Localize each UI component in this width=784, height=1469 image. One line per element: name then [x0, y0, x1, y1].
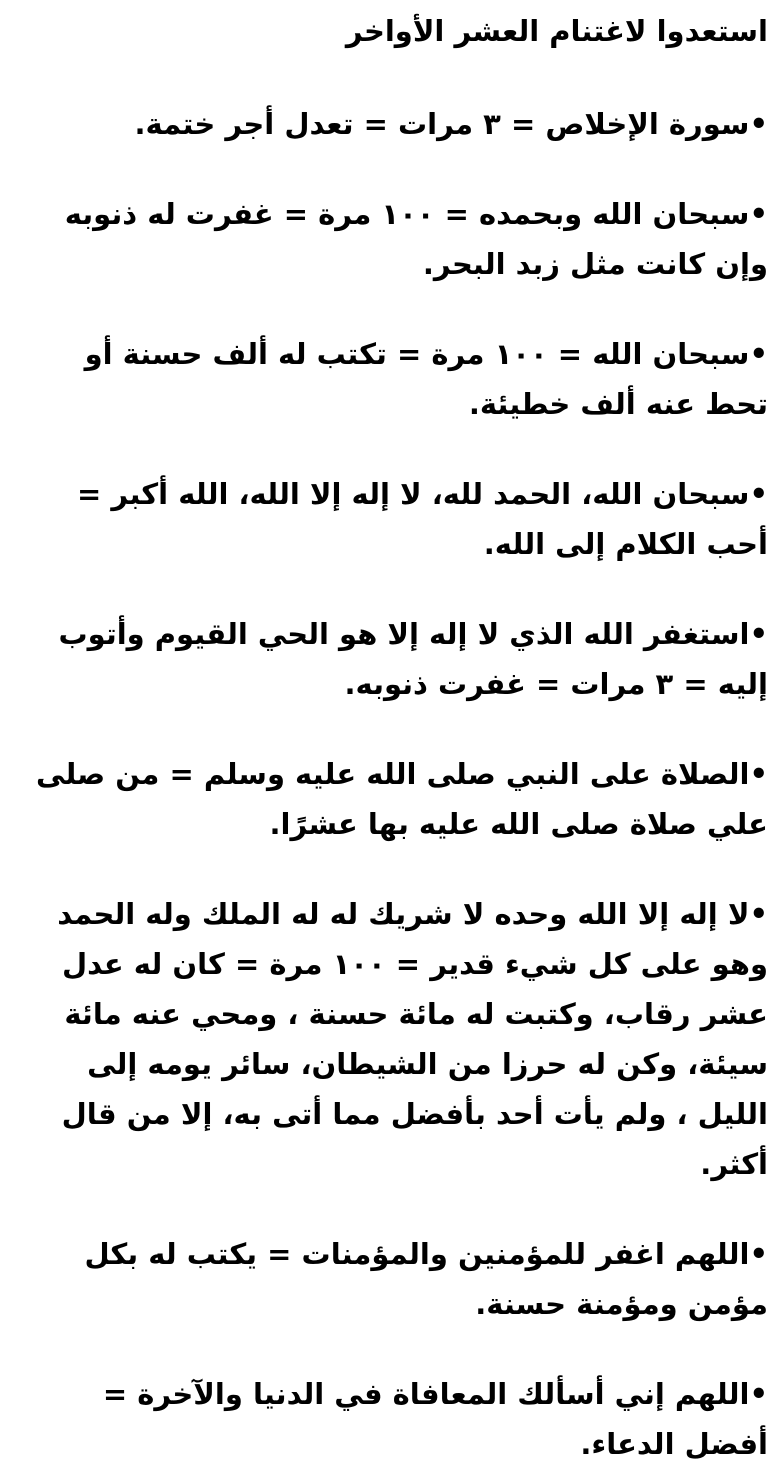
item-text: سورة الإخلاص = ٣ مرات = تعدل أجر ختمة.	[134, 107, 750, 141]
list-item	[14, 189, 768, 289]
bullet: •	[749, 1237, 768, 1271]
item-text: سبحان الله وبحمده = ١٠٠ مرة = غفرت له ذنوبه وإن كانت مثل زبد البحر.	[64, 197, 768, 281]
item-text: لا إله إلا الله وحده لا شريك له له الملك وله الحمد وهو على كل شيء قدير = ١٠٠ مرة = كان له عدل عشر رقاب، وكتبت له مائة حسنة ، ومحي عنه مائة سيئة، وكن له حرزا من الشيطان، سائر يومه إلى الليل ، ولم يأت أحد بأفضل مما أتى به، إلا من قال أكثر.	[57, 897, 768, 1181]
bullet: •	[749, 477, 768, 511]
list-item	[14, 1229, 768, 1329]
list-item	[14, 889, 768, 1189]
bullet: •	[749, 757, 768, 791]
item-text: اللهم اغفر للمؤمنين والمؤمنات = يكتب له بكل مؤمن ومؤمنة حسنة.	[84, 1237, 768, 1321]
document-title: استعدوا لاغتنام العشر الأواخر	[345, 14, 768, 48]
list-item	[14, 1369, 768, 1469]
bullet: •	[749, 337, 768, 371]
list-item	[14, 749, 768, 849]
list-item	[14, 469, 768, 569]
dhikr-list	[14, 99, 768, 1469]
bullet: •	[749, 197, 768, 231]
bullet: •	[749, 107, 768, 141]
item-text: اللهم إني أسألك المعافاة في الدنيا والآخرة = أفضل الدعاء.	[102, 1377, 768, 1461]
bullet: •	[749, 1377, 768, 1411]
list-item	[14, 99, 768, 149]
item-text: سبحان الله، الحمد لله، لا إله إلا الله، الله أكبر = أحب الكلام إلى الله.	[77, 477, 768, 561]
list-item	[14, 329, 768, 429]
item-text: الصلاة على النبي صلى الله عليه وسلم = من صلى علي صلاة صلى الله عليه بها عشرًا.	[36, 757, 768, 841]
item-text: استغفر الله الذي لا إله إلا هو الحي القيوم وأتوب إليه = ٣ مرات = غفرت ذنوبه.	[58, 617, 768, 701]
item-text: سبحان الله = ١٠٠ مرة = تكتب له ألف حسنة أو تحط عنه ألف خطيئة.	[84, 337, 768, 421]
bullet: •	[749, 617, 768, 651]
bullet: •	[749, 897, 768, 931]
list-item	[14, 609, 768, 709]
